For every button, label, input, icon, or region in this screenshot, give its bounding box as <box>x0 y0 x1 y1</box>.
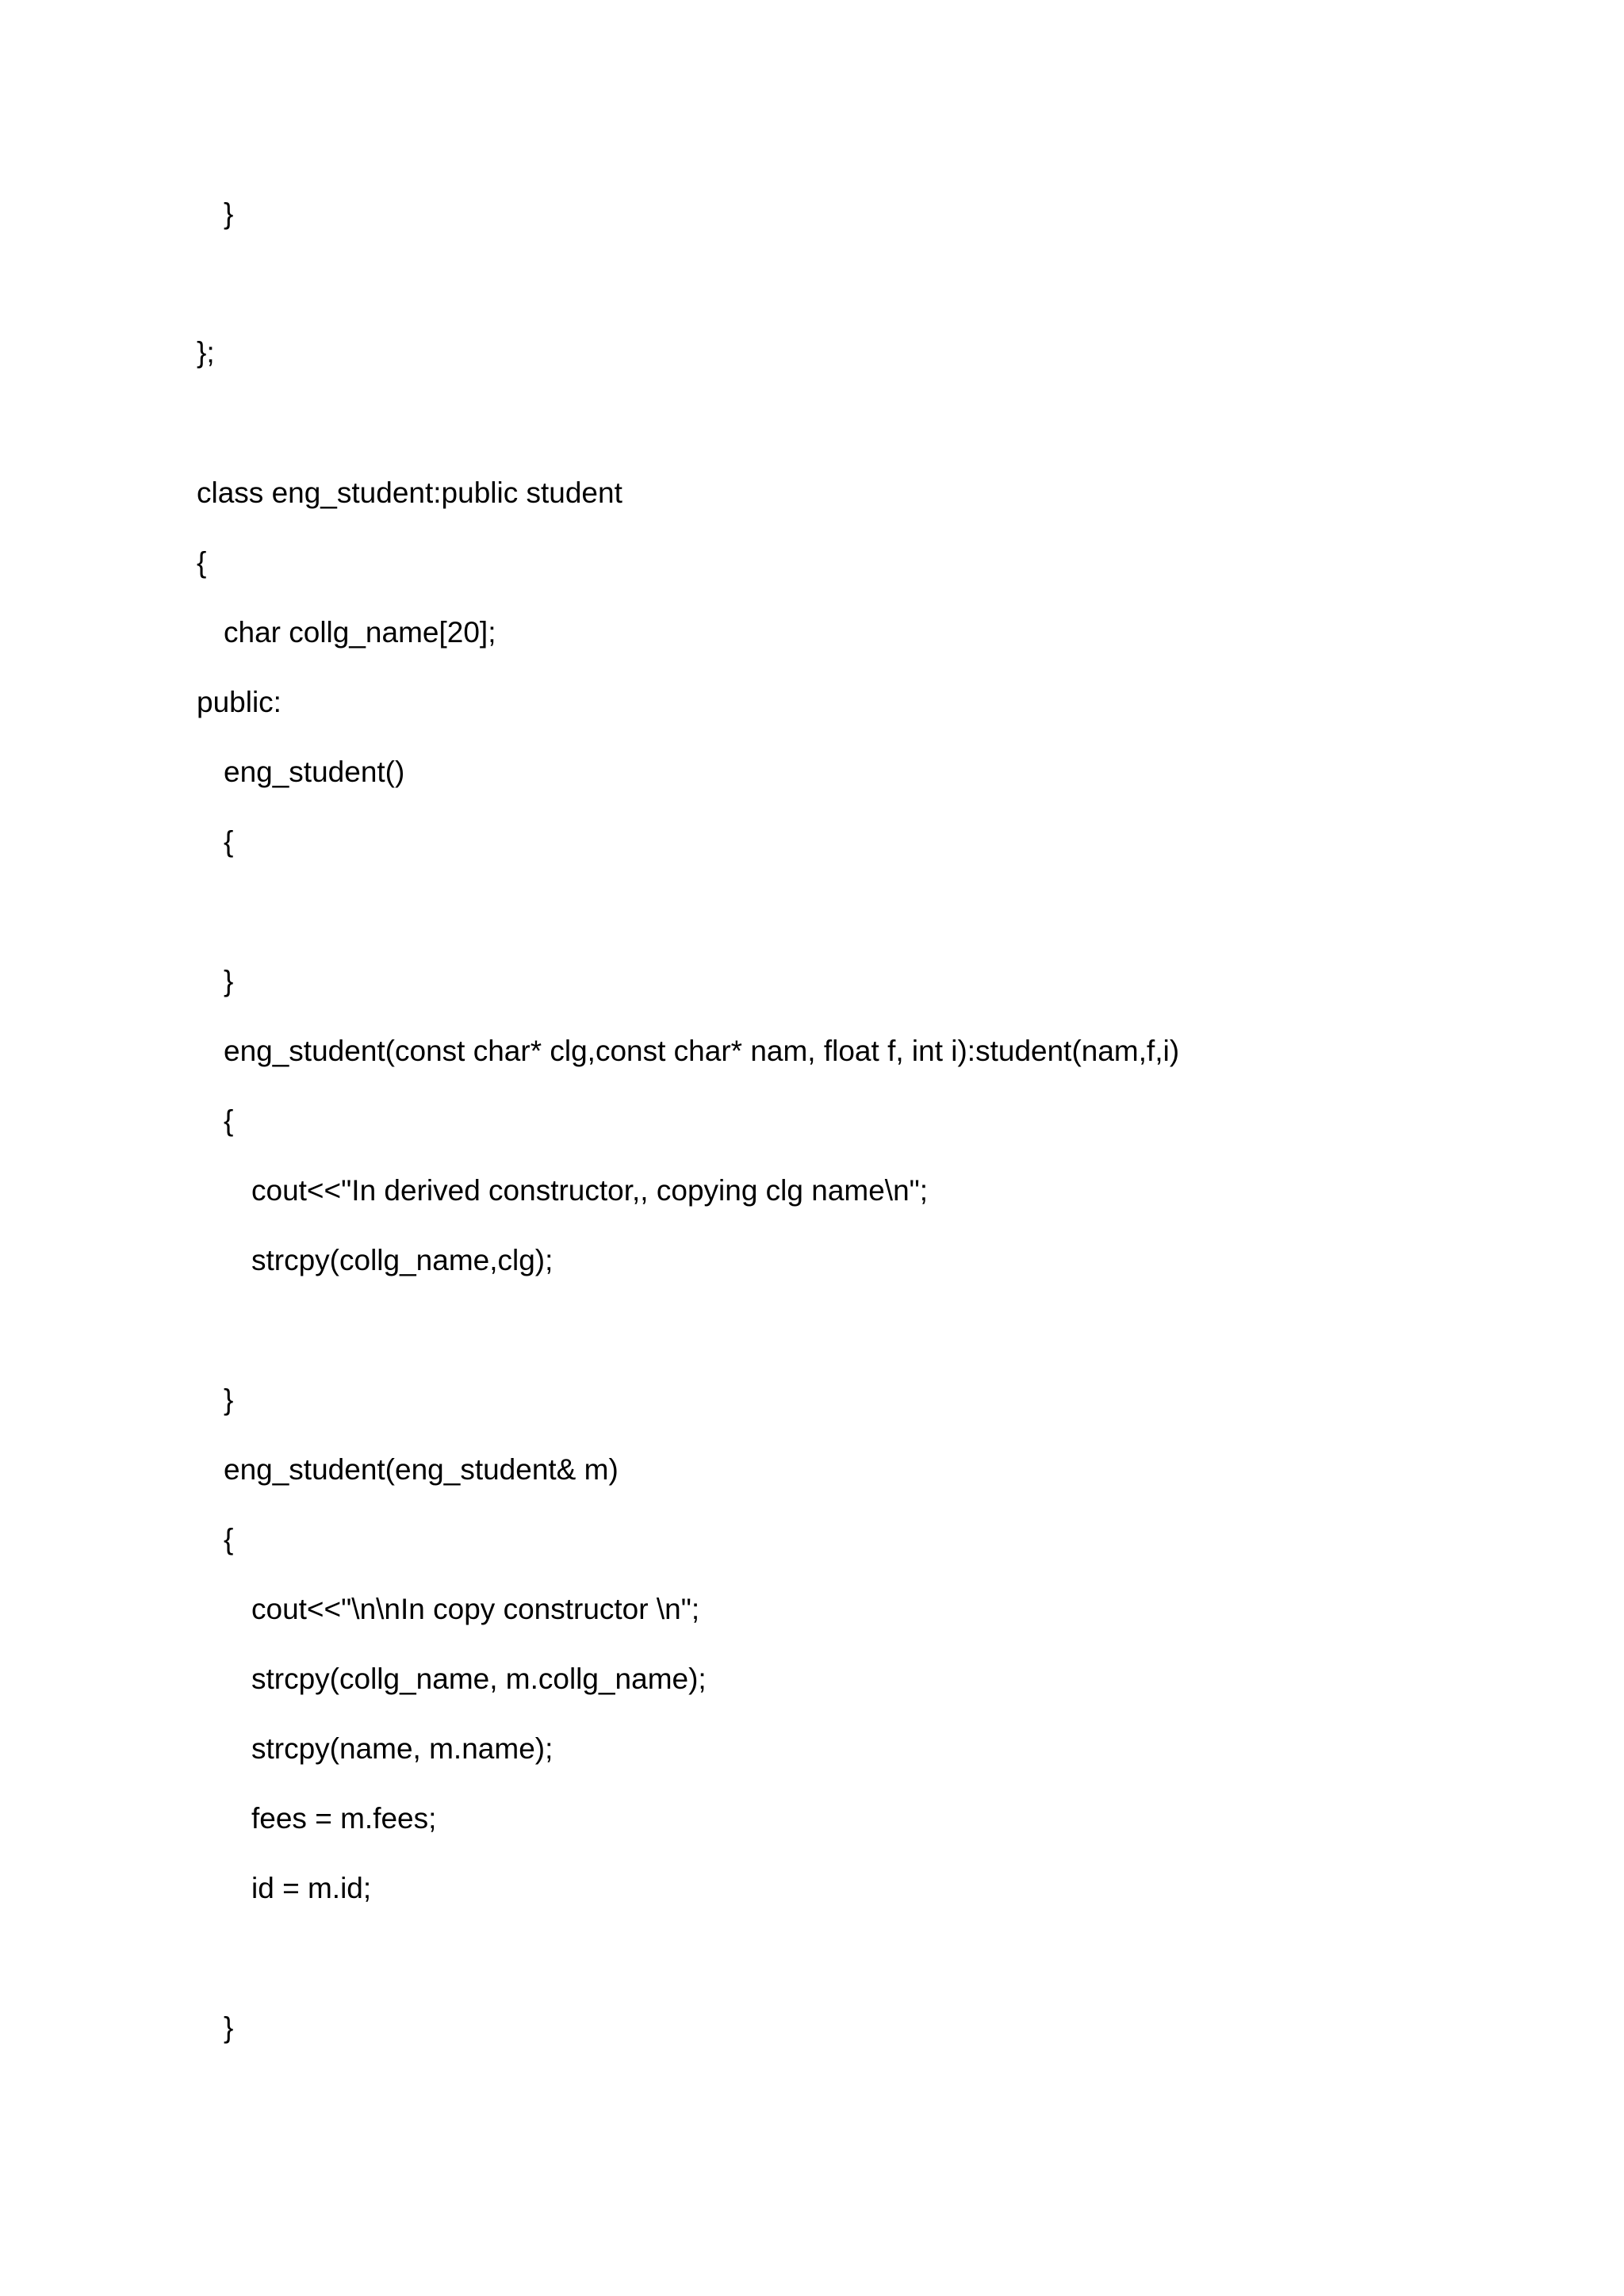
code-line-default-constructor: eng_student() <box>224 756 405 788</box>
code-line-parameterized-constructor: eng_student(const char* clg,const char* nam, float f, int i):student(nam,f,i) <box>224 1035 1180 1067</box>
code-line-strcpy-collg-name: strcpy(collg_name, m.collg_name); <box>251 1663 707 1695</box>
code-line-class-declaration: class eng_student:public student <box>197 476 622 509</box>
code-line-cout-copy: cout<<"\n\nIn copy constructor \n"; <box>251 1593 700 1625</box>
code-line-class-open-brace: { <box>197 546 207 579</box>
code-line-parameterized-constructor-close: } <box>224 1383 234 1416</box>
code-line-method-close-brace: } <box>224 197 234 230</box>
code-line-member-declaration: char collg_name[20]; <box>224 616 496 649</box>
code-line-copy-constructor-open: { <box>224 1523 234 1556</box>
code-line-parameterized-constructor-open: { <box>224 1104 234 1137</box>
code-line-copy-constructor-close: } <box>224 2011 234 2044</box>
code-line-id-assignment: id = m.id; <box>251 1872 372 1904</box>
code-line-default-constructor-close: } <box>224 965 234 997</box>
code-line-cout-derived: cout<<"In derived constructor,, copying clg name\n"; <box>251 1174 929 1207</box>
code-line-default-constructor-open: { <box>224 825 234 858</box>
code-line-copy-constructor: eng_student(eng_student& m) <box>224 1453 619 1486</box>
code-line-public-specifier: public: <box>197 686 282 718</box>
code-line-strcpy-clg: strcpy(collg_name,clg); <box>251 1244 553 1276</box>
code-line-fees-assignment: fees = m.fees; <box>251 1802 437 1835</box>
code-line-class-close-brace: }; <box>197 336 215 369</box>
code-line-strcpy-name: strcpy(name, m.name); <box>251 1732 553 1765</box>
